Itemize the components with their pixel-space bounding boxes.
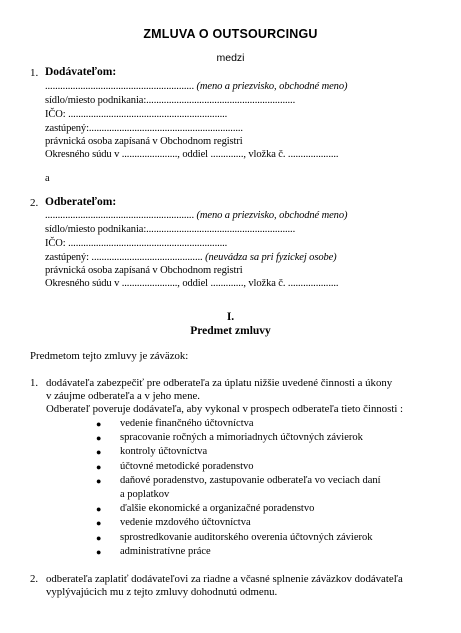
fill-in-dots: ........................................................... bbox=[45, 81, 197, 92]
fill-in-note: (neuvádza sa pri fyzickej osobe) bbox=[205, 252, 337, 263]
document-title: ZMLUVA O OUTSOURCINGU bbox=[143, 27, 318, 41]
bullet-icon: ● bbox=[96, 504, 102, 515]
list-item-text: vedenie finančného účtovníctva bbox=[120, 418, 254, 429]
list-item bbox=[96, 502, 381, 516]
between-label: medzi bbox=[216, 52, 245, 64]
bullet-icon: ● bbox=[96, 419, 102, 429]
party1-seat-line: sídlo/miesto podnikania:........................................................... bbox=[45, 95, 296, 106]
party1-number: 1. bbox=[30, 67, 39, 79]
item2-line1: odberateľa zaplatiť dodávateľovi za riadne a včasné splnenie záväzkov dodávateľa bbox=[46, 573, 403, 585]
fill-in-dots: ........................................................... bbox=[45, 210, 197, 221]
list-item bbox=[96, 516, 381, 530]
party2-ico-line: IČO: ............................................................... bbox=[45, 238, 228, 249]
item2-line2: vyplývajúcich mu z tejto zmluvy dohodnutú odmenu. bbox=[46, 586, 278, 598]
fill-in-note: (meno a priezvisko, obchodné meno) bbox=[196, 210, 348, 221]
list-item-text: vedenie mzdového účtovníctva bbox=[120, 517, 251, 529]
list-item-text: a poplatkov bbox=[120, 489, 170, 501]
list-item bbox=[96, 445, 381, 459]
party2-register-line: právnická osoba zapísaná v Obchodnom registri bbox=[45, 265, 243, 276]
item1-line1: dodávateľa zabezpečiť pre odberateľa za úplatu nižšie uvedené činnosti a úkony bbox=[46, 377, 393, 389]
list-item bbox=[96, 545, 381, 559]
bullet-icon: ● bbox=[96, 518, 102, 529]
bullet-icon: ● bbox=[96, 546, 102, 557]
list-item bbox=[96, 431, 381, 445]
bullet-icon: ● bbox=[96, 447, 102, 458]
list-item-text: kontroly účtovníctva bbox=[120, 446, 208, 458]
bullet-icon: ● bbox=[96, 475, 102, 486]
party2-court-line: Okresného súdu v ......................, oddiel ............., vložka č. .................... bbox=[45, 278, 339, 289]
section-number: I. bbox=[226, 311, 235, 323]
party2-rep-line bbox=[45, 252, 337, 263]
activities-list bbox=[96, 417, 381, 559]
list-item-text: účtovné metodické poradenstvo bbox=[120, 460, 254, 472]
bullet-icon: ● bbox=[96, 532, 102, 543]
fill-in-dots: zastúpený: ............................................ bbox=[45, 252, 206, 263]
list-item-text: ďalšie ekonomické a organizačné poradenstvo bbox=[120, 503, 315, 515]
party1-heading bbox=[45, 66, 116, 78]
party1-register-line: právnická osoba zapísaná v Obchodnom registri bbox=[45, 136, 243, 147]
party1-name-line bbox=[45, 81, 347, 92]
section-intro: Predmetom tejto zmluvy je záväzok: bbox=[30, 350, 189, 362]
list-item bbox=[96, 460, 381, 474]
party1-ico-line: IČO: ............................................................... bbox=[45, 109, 228, 120]
conjunction: a bbox=[45, 173, 50, 184]
list-item bbox=[96, 474, 381, 488]
section-title: Predmet zmluvy bbox=[190, 325, 271, 337]
party2-heading-text: Odberateľom: bbox=[45, 196, 117, 208]
list-item-text: sprostredkovanie auditorského overenia účtovných závierok bbox=[120, 531, 373, 543]
item1-line3: Odberateľ poveruje dodávateľa, aby vykonal v prospech odberateľa tieto činnosti : bbox=[46, 403, 404, 415]
party1-heading-text: Dodávateľom: bbox=[45, 66, 117, 78]
party2-seat-line: sídlo/miesto podnikania:........................................................... bbox=[45, 224, 296, 235]
item1-line2: v záujme odberateľa a v jeho mene. bbox=[46, 390, 200, 402]
bullet-icon: ● bbox=[96, 433, 102, 444]
list-item-text: daňové poradenstvo, zastupovanie odberateľa vo veciach daní bbox=[120, 474, 381, 486]
party1-court-line: Okresného súdu v ......................, oddiel ............., vložka č. .................... bbox=[45, 149, 339, 160]
list-item bbox=[96, 531, 381, 545]
item1-number: 1. bbox=[30, 377, 39, 389]
item2-number: 2. bbox=[30, 573, 39, 585]
party1-rep-line: zastúpený:............................................................. bbox=[45, 123, 243, 134]
list-item-text: administratívne práce bbox=[120, 545, 211, 557]
fill-in-note: (meno a priezvisko, obchodné meno) bbox=[196, 81, 348, 92]
list-item bbox=[96, 417, 381, 431]
party2-heading bbox=[45, 196, 116, 208]
party2-name-line bbox=[45, 210, 347, 221]
party2-number: 2. bbox=[30, 197, 39, 209]
list-item-text: spracovanie ročných a mimoriadnych účtovných závierok bbox=[120, 432, 363, 444]
bullet-icon: ● bbox=[96, 461, 102, 472]
list-item-continuation bbox=[108, 488, 381, 502]
